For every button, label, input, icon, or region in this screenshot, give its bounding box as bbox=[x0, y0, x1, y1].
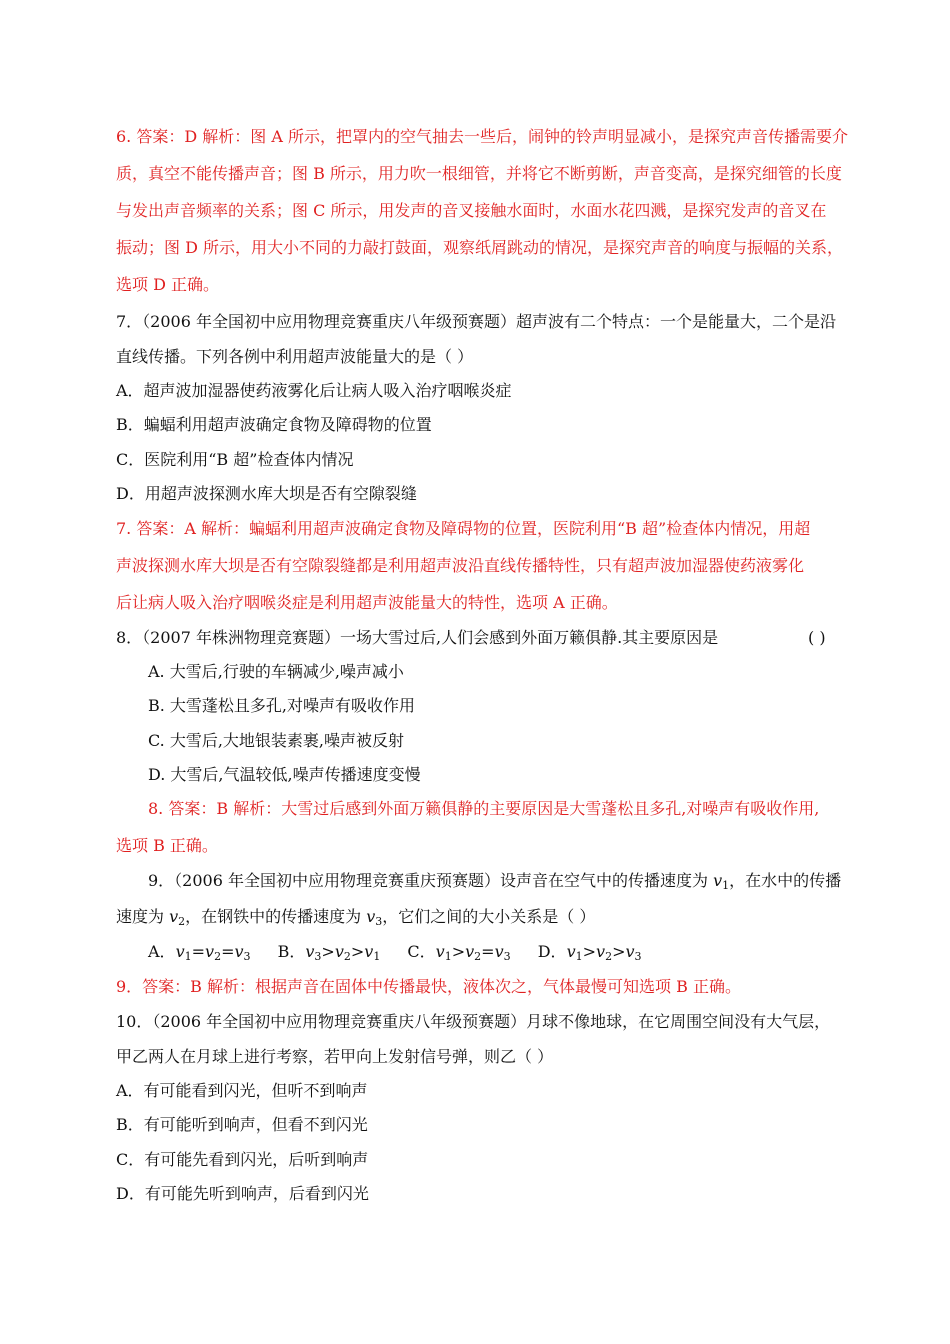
q7-option-b: B．蝙蝠利用超声波确定食物及障碍物的位置 bbox=[116, 415, 432, 434]
q9-var-v: v bbox=[305, 942, 315, 961]
q9-var-v: v bbox=[364, 942, 374, 961]
q9-option-c-letter: C． bbox=[407, 942, 436, 961]
q9-stem-text-5: ，它们之间的大小关系是（ ） bbox=[382, 907, 596, 926]
q10-option-b: B．有可能听到响声，但看不到闪光 bbox=[116, 1115, 368, 1134]
q7-answer-line-3: 后让病人吸入治疗咽喉炎症是利用超声波能量大的特性，选项 A 正确。 bbox=[116, 593, 618, 612]
q9-stem-text-2: ，在水中的传播 bbox=[729, 871, 842, 890]
q9-stem-text-3: 速度为 bbox=[116, 907, 170, 926]
q9-sub-1: 1 bbox=[373, 950, 381, 963]
q6-answer-line-2: 质，真空不能传播声音；图 B 所示，用力吹一根细管，并将它不断剪断，声音变高，是探究细管的长度 bbox=[116, 164, 842, 183]
q9-eq: = bbox=[191, 942, 206, 961]
q9-stem-line-2 bbox=[116, 906, 595, 933]
q8-option-d: D. 大雪后,气温较低,噪声传播速度变慢 bbox=[148, 765, 421, 784]
q9-sub-3: 3 bbox=[314, 950, 322, 963]
q9-options-line bbox=[148, 941, 642, 968]
q10-stem-line-2: 甲乙两人在月球上进行考察，若甲向上发射信号弹，则乙（ ） bbox=[116, 1047, 554, 1066]
q9-option-d-letter: D． bbox=[537, 942, 567, 961]
q9-option-c bbox=[407, 942, 510, 961]
q9-sub-3: 3 bbox=[375, 915, 383, 928]
q7-answer-line-2: 声波探测水库大坝是否有空隙裂缝都是利用超声波沿直线传播特性，只有超声波加湿器使药液雾化 bbox=[116, 556, 805, 575]
q9-sub-1: 1 bbox=[444, 950, 452, 963]
q7-answer-line-1: 7. 答案：A 解析：蝙蝠利用超声波确定食物及障碍物的位置，医院利用“B 超”检查体内情况，用超 bbox=[116, 519, 811, 538]
q7-stem-line-1: 7．（2006 年全国初中应用物理竞赛重庆八年级预赛题）超声波有二个特点：一个是能量大，二个是沿 bbox=[116, 312, 836, 331]
q10-option-c: C．有可能先看到闪光，后听到响声 bbox=[116, 1150, 369, 1169]
q9-eq: = bbox=[481, 942, 495, 961]
q9-sub-1: 1 bbox=[184, 950, 192, 963]
q9-gt: > bbox=[350, 942, 365, 961]
q9-sub-2: 2 bbox=[178, 915, 186, 928]
q9-stem-text-4: ，在钢铁中的传播速度为 bbox=[185, 907, 367, 926]
q9-sub-2: 2 bbox=[343, 950, 351, 963]
q9-sub-3: 3 bbox=[243, 950, 251, 963]
q9-var-v: v bbox=[596, 942, 606, 961]
q9-stem-text-1: 9．（2006 年全国初中应用物理竞赛重庆预赛题）设声音在空气中的传播速度为 bbox=[148, 871, 714, 890]
q9-gt: > bbox=[321, 942, 335, 961]
q7-option-c: C．医院利用“B 超”检查体内情况 bbox=[116, 450, 354, 469]
q7-option-a: A．超声波加湿器使药液雾化后让病人吸入治疗咽喉炎症 bbox=[116, 381, 512, 400]
q6-answer-line-4: 振动；图 D 所示，用大小不同的力敲打鼓面，观察纸屑跳动的情况，是探究声音的响度与振幅的关系， bbox=[116, 238, 844, 257]
q9-eq: = bbox=[221, 942, 235, 961]
q9-var-v: v bbox=[713, 871, 723, 890]
q8-answer-line-2: 选项 B 正确。 bbox=[116, 836, 218, 855]
q9-sub-1: 1 bbox=[722, 879, 730, 892]
q9-var-v: v bbox=[169, 907, 179, 926]
q9-sub-2: 2 bbox=[214, 950, 222, 963]
q9-gt: > bbox=[451, 942, 466, 961]
q9-option-a-letter: A． bbox=[148, 942, 176, 961]
q9-var-v: v bbox=[566, 942, 576, 961]
q10-stem-line-1: 10．（2006 年全国初中应用物理竞赛重庆八年级预赛题）月球不像地球，在它周围空间没有大气层， bbox=[116, 1012, 831, 1031]
q6-answer-line-3: 与发出声音频率的关系；图 C 所示，用发声的音叉接触水面时，水面水花四溅，是探究发声的音叉在 bbox=[116, 201, 827, 220]
q9-gt: > bbox=[582, 942, 597, 961]
q8-stem: 8．（2007 年株洲物理竞赛题）一场大雪过后,人们会感到外面万籁俱静.其主要原因是 bbox=[116, 628, 719, 647]
q9-option-d bbox=[538, 942, 642, 961]
q8-option-b: B. 大雪蓬松且多孔,对噪声有吸收作用 bbox=[148, 696, 416, 715]
q8-option-a: A. 大雪后,行驶的车辆减少,噪声减小 bbox=[148, 662, 404, 681]
q9-var-v: v bbox=[494, 942, 504, 961]
q9-var-v: v bbox=[205, 942, 215, 961]
q7-option-d: D．用超声波探测水库大坝是否有空隙裂缝 bbox=[116, 484, 417, 503]
q9-sub-2: 2 bbox=[474, 950, 482, 963]
q9-option-a bbox=[148, 942, 251, 961]
q9-answer: 9．答案：B 解析：根据声音在固体中传播最快，液体次之，气体最慢可知选项 B 正确。 bbox=[116, 977, 741, 996]
q9-sub-3: 3 bbox=[634, 950, 642, 963]
q10-option-a: A．有可能看到闪光，但听不到响声 bbox=[116, 1081, 368, 1100]
q9-sub-3: 3 bbox=[503, 950, 511, 963]
q8-answer-line-1: 8. 答案：B 解析：大雪过后感到外面万籁俱静的主要原因是大雪蓬松且多孔,对噪声有吸收作用, bbox=[148, 799, 820, 818]
q9-var-v: v bbox=[175, 942, 185, 961]
q9-option-b-letter: B． bbox=[277, 942, 306, 961]
q6-answer-line-5: 选项 D 正确。 bbox=[116, 275, 220, 294]
q9-var-v: v bbox=[334, 942, 344, 961]
q9-sub-2: 2 bbox=[605, 950, 613, 963]
q9-var-v: v bbox=[625, 942, 635, 961]
q8-answer-paren: ( ) bbox=[808, 628, 826, 647]
q9-var-v: v bbox=[234, 942, 244, 961]
q10-option-d: D．有可能先听到响声，后看到闪光 bbox=[116, 1184, 369, 1203]
q7-stem-line-2: 直线传播。下列各例中利用超声波能量大的是（ ） bbox=[116, 347, 474, 366]
q8-option-c: C. 大雪后,大地银装素裹,噪声被反射 bbox=[148, 731, 405, 750]
q9-var-v: v bbox=[435, 942, 445, 961]
q9-stem-line-1 bbox=[148, 870, 841, 897]
q9-sub-1: 1 bbox=[575, 950, 583, 963]
q9-gt: > bbox=[612, 942, 626, 961]
q9-option-b bbox=[278, 942, 381, 961]
q9-var-v: v bbox=[465, 942, 475, 961]
q6-answer-line-1: 6. 答案：D 解析：图 A 所示，把罩内的空气抽去一些后，闹钟的铃声明显减小，是探究声音传播需要介 bbox=[116, 127, 848, 146]
q9-var-v: v bbox=[366, 907, 376, 926]
